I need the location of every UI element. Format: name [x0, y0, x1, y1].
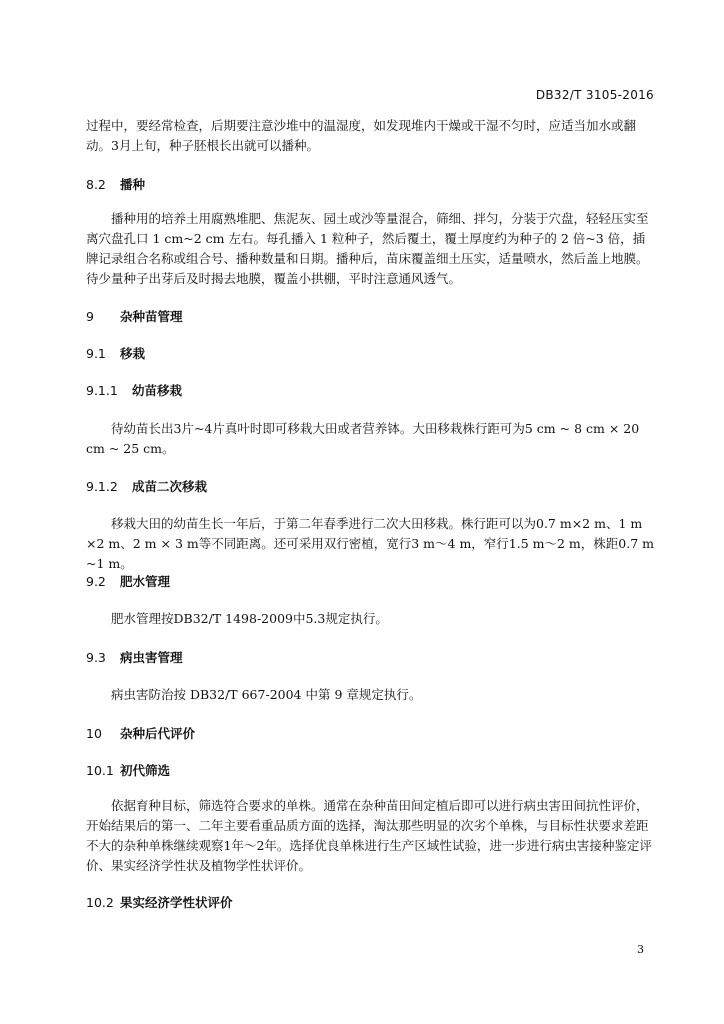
- section-9-2-paragraph: [86, 609, 656, 629]
- continued-paragraph: [86, 116, 656, 156]
- section-title: 杂种苗管理: [120, 309, 183, 324]
- section-title: 肥水管理: [120, 574, 171, 589]
- section-title: 果实经济学性状评价: [120, 895, 233, 910]
- section-9-1-1-heading: [86, 381, 656, 401]
- section-number: 9.2: [86, 574, 106, 589]
- paragraph-text: 移栽大田的幼苗生长一年后，于第二年春季进行二次大田移栽。株行距可以为0.7 m×2 m、1 m ×2 m、2 m × 3 m等不同距离。还可采用双行密植，宽行3 m～4 m，窄行1.5 m～2 m，株距0.7 m ~1 m。: [86, 516, 654, 571]
- section-10-2-heading: [86, 893, 656, 913]
- section-number: 9.1.2: [86, 479, 118, 494]
- section-number: 9.1.1: [86, 383, 118, 398]
- section-8-2-heading: [86, 175, 656, 195]
- paragraph-text: 待幼苗长出3片~4片真叶时即可移栽大田或者营养钵。大田移栽株行距可为5 cm ~ 8 cm × 20 cm ~ 25 cm。: [86, 421, 640, 456]
- section-8-2-paragraph: [86, 209, 656, 289]
- section-9-1-2-heading: [86, 477, 656, 497]
- section-10-heading: [86, 724, 656, 744]
- paragraph-text: 过程中，要经常检查，后期要注意沙堆中的温湿度，如发现堆内干燥或干湿不匀时，应适当加水或翻动。3月上旬，种子胚根长出就可以播种。: [86, 118, 637, 153]
- section-9-3-paragraph: [86, 685, 656, 705]
- paragraph-text: 依据育种目标，筛选符合要求的单株。通常在杂种苗田间定植后即可以进行病虫害田间抗性评价，开始结果后的第一、二年主要看重品质方面的选择，淘汰那些明显的次劣个单株，与目标性状要求差距不大的杂种单株继续观察1年～2年。选择优良单株进行生产区域性试验，进一步进行病虫害接种鉴定评价、果实经济学性状及植物学性状评价。: [86, 798, 652, 873]
- section-number: 10.2: [86, 895, 114, 910]
- section-title: 病虫害管理: [120, 650, 183, 665]
- paragraph-text: 病虫害防治按 DB32/T 667-2004 中第 9 章规定执行。: [111, 687, 422, 702]
- section-number: 8.2: [86, 177, 106, 192]
- section-number: 9.1: [86, 346, 106, 361]
- section-number: 9: [86, 309, 94, 324]
- section-9-1-1-paragraph: [86, 419, 656, 459]
- section-10-1-heading: [86, 761, 656, 781]
- section-9-2-heading: [86, 572, 656, 592]
- section-title: 初代筛选: [120, 763, 171, 778]
- paragraph-text: 播种用的培养土用腐熟堆肥、焦泥灰、园土或沙等量混合，筛细、拌匀，分装于穴盘，轻轻压实至离穴盘孔口 1 cm~2 cm 左右。每孔播入 1 粒种子，然后覆土，覆土厚度约为种子的 2 倍~3 倍，插牌记录组合名称或组合号、播种数量和日期。播种后，苗床覆盖细土压实，适量喷水，然后盖上地膜。待少量种子出芽后及时揭去地膜，覆盖小拱棚，平时注意通风透气。: [86, 211, 649, 286]
- section-9-heading: [86, 307, 656, 327]
- section-title: 成苗二次移栽: [132, 479, 208, 494]
- section-title: 播种: [120, 177, 146, 192]
- section-title: 移栽: [120, 346, 146, 361]
- standard-id-header: DB32/T 3105-2016: [535, 88, 654, 102]
- section-9-1-heading: [86, 344, 656, 364]
- section-9-1-2-paragraph: [86, 514, 656, 574]
- section-number: 9.3: [86, 650, 106, 665]
- section-number: 10.1: [86, 763, 114, 778]
- section-10-1-paragraph: [86, 796, 656, 876]
- section-title: 幼苗移栽: [132, 383, 183, 398]
- paragraph-text: 肥水管理按DB32/T 1498-2009中5.3规定执行。: [111, 611, 388, 626]
- section-9-3-heading: [86, 648, 656, 668]
- page-number: 3: [637, 943, 644, 956]
- section-title: 杂种后代评价: [120, 726, 196, 741]
- section-number: 10: [86, 726, 102, 741]
